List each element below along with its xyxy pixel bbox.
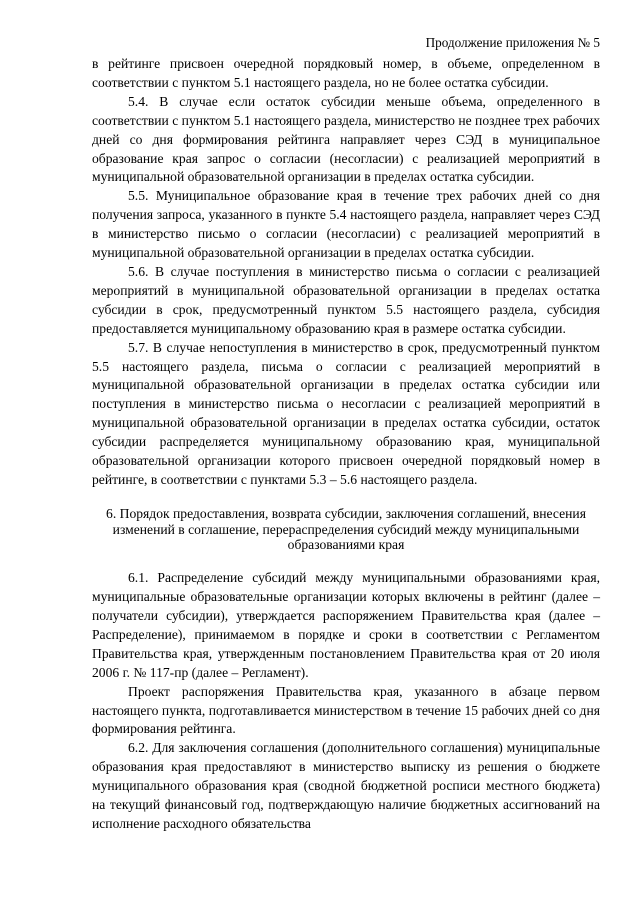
body-text-bottom bbox=[92, 569, 600, 834]
paragraph-6-2: 6.2. Для заключения соглашения (дополнительного соглашения) муниципальные образования края предоставляют в министерство выписку из решения о бюджете муниципального образования края (сводной бюджетной росписи местного бюджета) на текущий финансовый год, подтверждающую наличие бюджетных ассигнований на исполнение расходного обязательства bbox=[92, 740, 600, 832]
paragraph-5-5: 5.5. Муниципальное образование края в течение трех рабочих дней со дня получения запроса, указанного в пункте 5.4 настоящего раздела, направляет через СЭД в министерство письмо о согласии (несогласии) с реализацией мероприятий в муниципальной образовательной организации в пределах остатка субсидии. bbox=[92, 188, 600, 261]
running-head: Продолжение приложения № 5 bbox=[425, 35, 600, 50]
paragraph-5-7: 5.7. В случае непоступления в министерство в срок, предусмотренный пунктом 5.5 настоящего раздела, письма о согласии с реализацией мероприятий в муниципальной образовательной организации в пределах остатка субсидии или поступления в министерство письма о несогласии с реализацией мероприятий в муниципальной образовательной организации в пределах остатка субсидии, остаток субсидии распределяется муниципальному образованию края, муниципальной образовательной организации которого присвоен очередной порядковый номер в рейтинге, в соответствии с пунктами 5.3 – 5.6 настоящего раздела. bbox=[92, 339, 600, 487]
paragraph-continuation: в рейтинге присвоен очередной порядковый номер, в объеме, определенном в соответствии с пунктом 5.1 настоящего раздела, но не более остатка субсидии. bbox=[92, 56, 600, 90]
paragraph-5-6: 5.6. В случае поступления в министерство письма о согласии с реализацией мероприятий в муниципальной образовательной организации в пределах остатка субсидии в срок, предусмотренный пунктом 5.5 настоящего раздела, субсидия предоставляется муниципальному образованию края в размере остатка субсидии. bbox=[92, 263, 600, 336]
body-text-top bbox=[92, 55, 600, 490]
paragraph-6-1: 6.1. Распределение субсидий между муниципальными образованиями края, муниципальные образовательные организации которых включены в рейтинг (далее – получатели субсидии), утверждается распоряжением Правительства края (далее – Распределение), принимаемом в порядке и сроки в соответствии с Регламентом Правительства края, утвержденным постановлением Правительства края от 20 июля 2006 г. № 117-пр (далее – Регламент). bbox=[92, 570, 600, 680]
paragraph-5-4: 5.4. В случае если остаток субсидии меньше объема, определенного в соответствии с пунктом 5.1 настоящего раздела, министерство не позднее трех рабочих дней со дня формирования рейтинга направляет через СЭД в муниципальное образование края запрос о согласии (несогласии) с реализацией мероприятий в муниципальной образовательной организации в пределах остатка субсидии. bbox=[92, 93, 600, 185]
paragraph-6-1-draft: Проект распоряжения Правительства края, указанного в абзаце первом настоящего пункта, подготавливается министерством в течение 15 рабочих дней со дня формирования рейтинга. bbox=[92, 683, 600, 737]
section-title: 6. Порядок предоставления, возврата субсидии, заключения соглашений, внесения изменений в соглашение, перераспределения субсидий между муниципальными образованиями края bbox=[106, 505, 586, 553]
